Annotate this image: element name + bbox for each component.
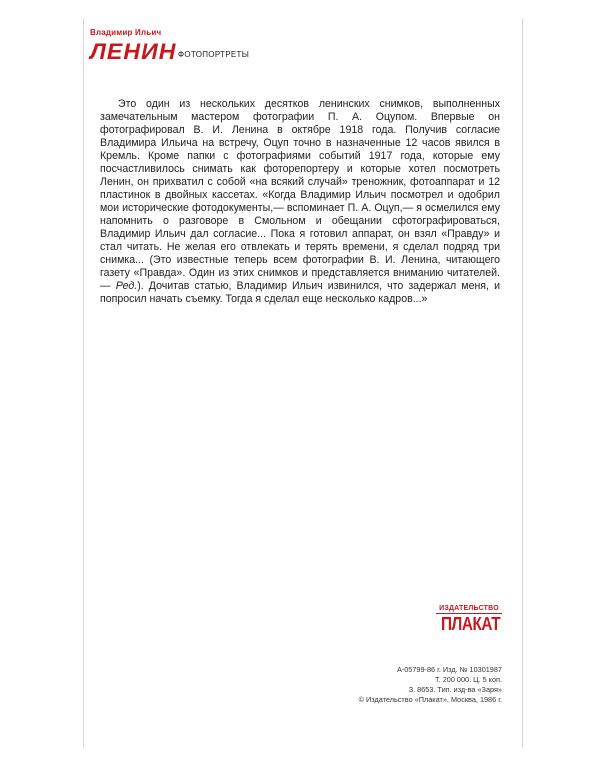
editor-note: Ред.	[115, 280, 138, 292]
body-main: Это один из нескольких десятков ленинских снимков, выполненных замечательным мастером фотографии П. А. Оцупом. Впервые он фотографировал В. И. Ленина в октябре 1918 года. Получив согласие Владимира Ильича на встречу, Оцуп точно в назначенные 12 часов явился в Кремль. Кроме папки с фотографиями событий 1917 года, которые ему посчастливилось снимать как фоторепортеру и которые хотел посмотреть Ленин, он прихватил с собой «на всякий случай» треножник, фотоаппарат и 12 пластинок в двойных кассетах. «Когда Владимир Ильич посмотрел и одобрил мои исторические фотодокументы,— вспоминает П. А. Оцуп,— я осмелился ему напомнить о разговоре в Смольном и обещании сфотографироваться, Владимир Ильич дал согласие... Пока я готовил аппарат, он взял «Правду» и стал читать. Не желая его отвлекать и терять времени, я сделал подряд три снимка... (Это известные теперь всем фотографии В. И. Ленина, читающего газету «Правда». Один из этих снимков и представляется вниманию читателей.—	[100, 98, 500, 292]
body-tail: ). Дочитав статью, Владимир Ильич извинился, что задержал меня, и попросил начать съемку. Тогда я сделал еще несколько кадров...»	[100, 280, 500, 305]
imprint-line: © Издательство «Плакат», Москва, 1986 г.	[358, 695, 502, 704]
imprint-line: Т. 200 000. Ц. 5 коп.	[435, 675, 502, 684]
publisher-logo-main: ПЛАКАТ	[440, 614, 501, 634]
publisher-logo	[436, 605, 502, 634]
header	[90, 28, 250, 64]
subtitle: ФОТОПОРТРЕТЫ	[178, 50, 250, 59]
body-text	[100, 98, 500, 306]
imprint-line: З. 8653. Тип. изд-ва «Заря»	[408, 685, 502, 694]
imprint-line: А-05799-86 г. Изд. № 10301987	[396, 665, 502, 674]
imprint	[280, 665, 502, 705]
page-title: ЛЕНИН	[90, 39, 177, 64]
publisher-logo-top: ИЗДАТЕЛЬСТВО	[436, 605, 502, 614]
title-row	[90, 39, 250, 64]
author-name: Владимир Ильич	[90, 28, 162, 37]
